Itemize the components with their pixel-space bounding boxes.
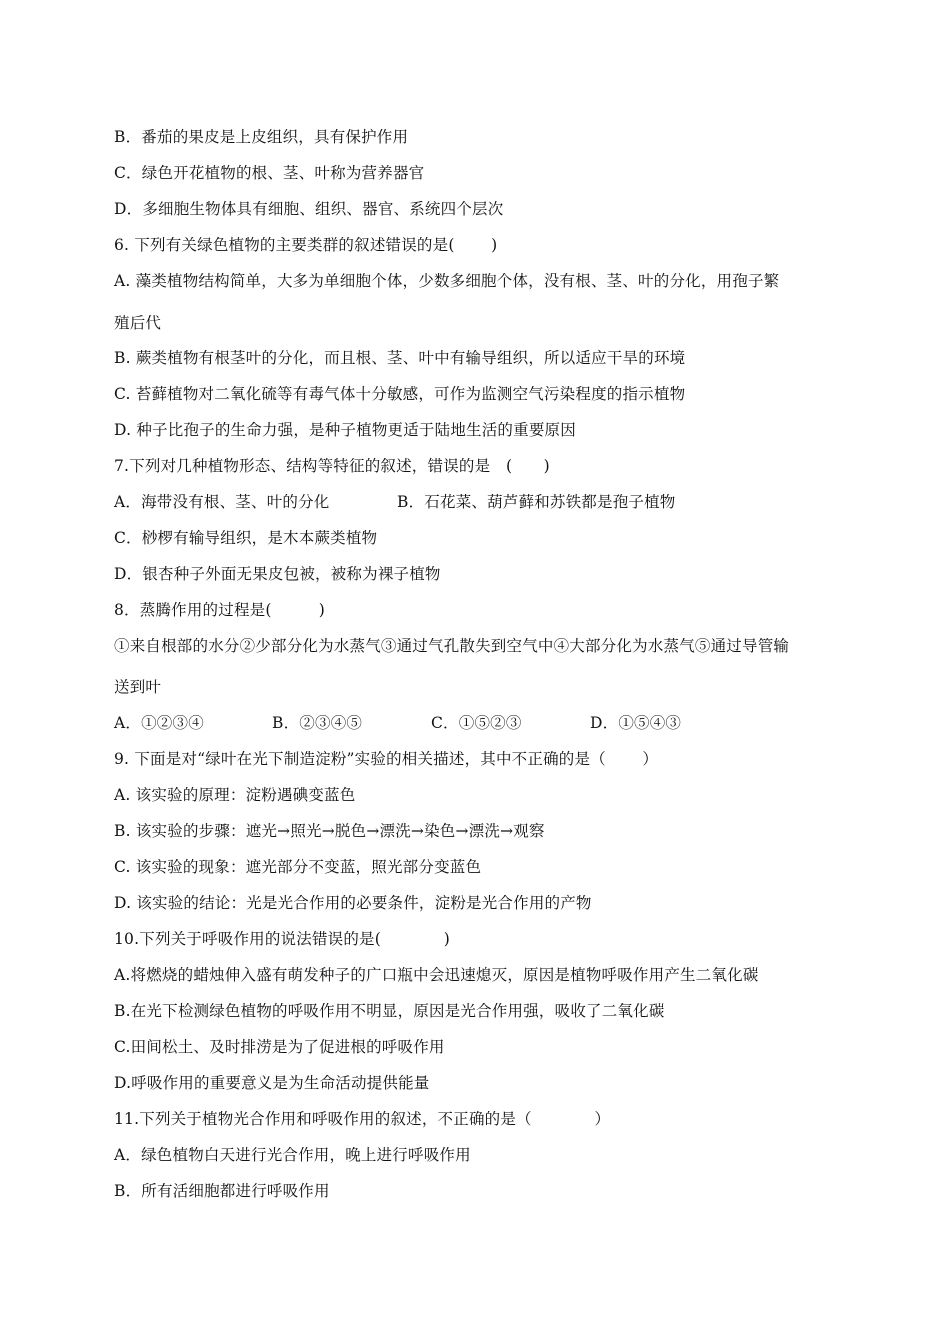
q10-option-c: C.田间松土、及时排涝是为了促进根的呼吸作用 [114,1038,445,1056]
q7-option-b: B．石花菜、葫芦藓和苏铁都是孢子植物 [397,493,676,511]
q10-option-a: A.将燃烧的蜡烛伸入盛有萌发种子的广口瓶中会迅速熄灭，原因是植物呼吸作用产生二氧化碳 [114,966,759,984]
q7-option-a: A．海带没有根、茎、叶的分化 [114,493,330,511]
q5-option-d: D．多细胞生物体具有细胞、组织、器官、系统四个层次 [114,200,504,218]
q7-stem: 7.下列对几种植物形态、结构等特征的叙述，错误的是 ( ) [114,457,550,475]
q6-option-d: D. 种子比孢子的生命力强，是种子植物更适于陆地生活的重要原因 [114,421,576,439]
q9-stem: 9. 下面是对“绿叶在光下制造淀粉”实验的相关描述，其中不正确的是（ ） [114,750,659,768]
q8-option-c: C．①⑤②③ [431,714,522,732]
q6-stem: 6. 下列有关绿色植物的主要类群的叙述错误的是( ) [114,236,498,254]
q10-stem: 10.下列关于呼吸作用的说法错误的是( ) [114,930,451,948]
q10-option-b: B.在光下检测绿色植物的呼吸作用不明显，原因是光合作用强，吸收了二氧化碳 [114,1002,665,1020]
q9-option-b: B. 该实验的步骤：遮光→照光→脱色→漂洗→染色→漂洗→观察 [114,822,545,840]
q5-option-b: B．番茄的果皮是上皮组织，具有保护作用 [114,128,409,146]
q9-option-d: D. 该实验的结论：光是光合作用的必要条件，淀粉是光合作用的产物 [114,894,592,912]
q11-stem: 11.下列关于植物光合作用和呼吸作用的叙述，不正确的是（ ） [114,1110,611,1128]
q11-option-a: A．绿色植物白天进行光合作用，晚上进行呼吸作用 [114,1146,471,1164]
q11-option-b: B．所有活细胞都进行呼吸作用 [114,1182,330,1200]
q7-option-d: D．银杏种子外面无果皮包被，被称为裸子植物 [114,565,441,583]
q8-option-a: A．①②③④ [114,714,204,732]
q6-option-a: A. 藻类植物结构简单，大多为单细胞个体，少数多细胞个体，没有根、茎、叶的分化，用孢子繁 [114,272,780,290]
q8-option-b: B．②③④⑤ [272,714,363,732]
q9-option-c: C. 该实验的现象：遮光部分不变蓝，照光部分变蓝色 [114,858,482,876]
q5-option-c: C．绿色开花植物的根、茎、叶称为营养器官 [114,164,425,182]
q10-option-d: D.呼吸作用的重要意义是为生命活动提供能量 [114,1074,430,1092]
q6-option-c: C. 苔藓植物对二氧化硫等有毒气体十分敏感，可作为监测空气污染程度的指示植物 [114,385,686,403]
q9-option-a: A. 该实验的原理：淀粉遇碘变蓝色 [114,786,356,804]
q8-stem: 8．蒸腾作用的过程是( ) [114,601,325,619]
q8-option-d: D．①⑤④③ [590,714,682,732]
q6-option-b: B. 蕨类植物有根茎叶的分化，而且根、茎、叶中有输导组织，所以适应干旱的环境 [114,349,686,367]
q7-option-c: C．桫椤有输导组织，是木本蕨类植物 [114,529,378,547]
q8-body: ①来自根部的水分②少部分化为水蒸气③通过气孔散失到空气中④大部分化为水蒸气⑤通过导管输 [114,637,790,655]
q6-option-a-continued: 殖后代 [114,314,162,332]
q8-body-continued: 送到叶 [114,678,162,696]
